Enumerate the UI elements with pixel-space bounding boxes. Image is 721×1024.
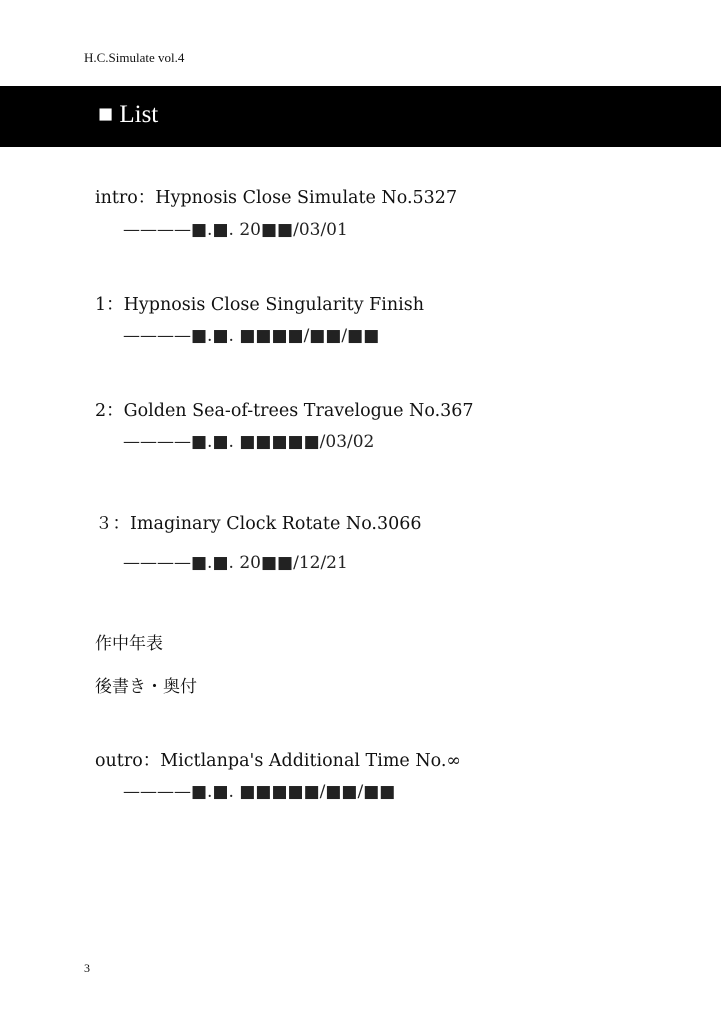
entry-date-intro: ————■.■. 20■■/03/01 [123,220,348,240]
entry-title-intro: intro：Hypnosis Close Simulate No.5327 [95,188,458,208]
page-number: 3 [84,961,90,975]
chronology-item: 作中年表 [95,634,163,654]
entry-title-2: 2：Golden Sea-of-trees Travelogue No.367 [95,401,474,421]
entry-date-1: ————■.■. ■■■■/■■/■■ [123,326,380,346]
banner-title: ■ List [98,101,159,128]
entry-title-3: ３：Imaginary Clock Rotate No.3066 [95,514,422,534]
entry-date-3: ————■.■. 20■■/12/21 [123,553,348,573]
entry-title-outro: outro：Mictlanpa's Additional Time No.∞ [95,751,462,771]
entry-title-1: 1：Hypnosis Close Singularity Finish [95,295,424,315]
entry-date-outro: ————■.■. ■■■■■/■■/■■ [123,782,396,802]
entry-date-2: ————■.■. ■■■■■/03/02 [123,432,375,452]
afterword-item: 後書き・奥付 [95,677,197,697]
running-head: H.C.Simulate vol.4 [84,50,185,65]
